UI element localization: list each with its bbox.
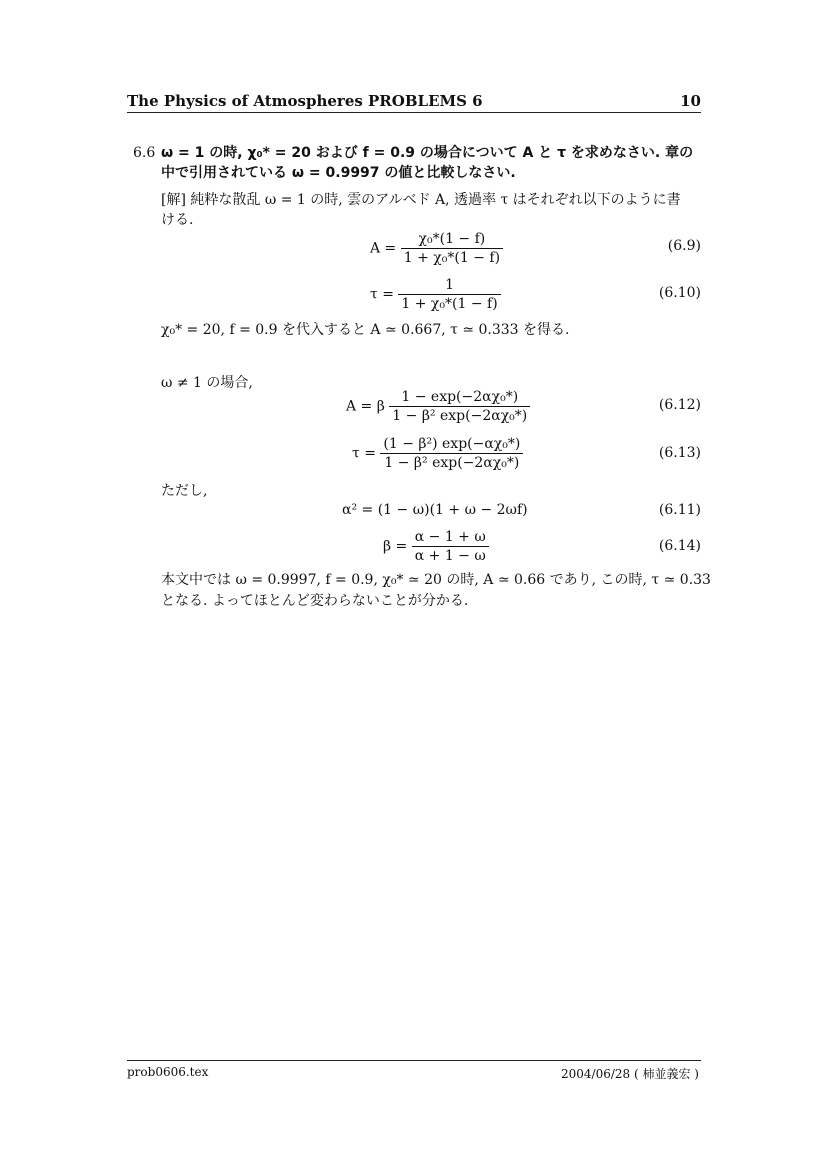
equation-6-11: α² = (1 − ω)(1 + ω − 2ωf) (342, 502, 528, 518)
eq2-numerator: 1 (398, 276, 500, 295)
eq4-number: (6.13) (658, 445, 701, 461)
header-rule (127, 112, 701, 113)
problem-line-1: ω = 1 の時, χ₀* = 20 および f = 0.9 の場合について A と τ を求めなさい. 章の (161, 145, 694, 161)
eq6-lhs: β = (383, 538, 408, 555)
eq5-number: (6.11) (658, 502, 701, 518)
header-page-number: 10 (680, 92, 701, 110)
eq6-numerator: α − 1 + ω (412, 528, 489, 547)
equation-6-9 (370, 230, 503, 267)
footer-date-author: 2004/06/28 ( 柿並義宏 ) (561, 1067, 699, 1081)
eq3-denominator: 1 − β² exp(−2αχ₀*) (392, 408, 528, 424)
eq3-lhs: A = β (346, 398, 385, 415)
footer-filename: prob0606.tex (127, 1065, 209, 1079)
eq3-numerator: 1 − exp(−2αχ₀*) (389, 388, 530, 407)
eq3-number: (6.12) (658, 397, 701, 413)
problem-number: 6.6 (133, 145, 156, 161)
eq1-numerator: χ₀*(1 − f) (401, 230, 503, 249)
conclusion-line-2: となる. よってほとんど変わらないことが分かる. (161, 593, 469, 609)
eq4-numerator: (1 − β²) exp(−αχ₀*) (380, 435, 523, 454)
eq6-number: (6.14) (658, 538, 701, 554)
eq4-denominator: 1 − β² exp(−2αχ₀*) (384, 455, 520, 471)
eq6-denominator: α + 1 − ω (414, 548, 486, 564)
footer-rule (127, 1060, 701, 1061)
answer-intro-2: ける. (161, 212, 194, 228)
eq2-number: (6.10) (658, 285, 701, 301)
conclusion-line-1: 本文中では ω = 0.9997, f = 0.9, χ₀* ≃ 20 の時, A ≃ 0.66 であり, この時, τ ≃ 0.33 (161, 572, 711, 588)
header-title: The Physics of Atmospheres PROBLEMS 6 (127, 92, 483, 110)
eq2-denominator: 1 + χ₀*(1 − f) (401, 296, 498, 312)
answer-intro-1: [解] 純粋な散乱 ω = 1 の時, 雲のアルベド A, 透過率 τ はそれぞれ以下のように書 (161, 192, 681, 208)
equation-6-12 (346, 388, 530, 425)
result-line: χ₀* = 20, f = 0.9 を代入すると A ≃ 0.667, τ ≃ 0.333 を得る. (161, 322, 570, 338)
eq1-number: (6.9) (667, 238, 701, 254)
page-header (127, 92, 701, 112)
tadashi-label: ただし, (161, 483, 208, 499)
case-omega-not-one: ω ≠ 1 の場合, (161, 375, 253, 391)
eq1-denominator: 1 + χ₀*(1 − f) (403, 250, 501, 266)
equation-6-13 (352, 435, 523, 472)
eq4-lhs: τ = (352, 445, 376, 462)
equation-6-10 (370, 276, 501, 313)
eq2-lhs: τ = (370, 286, 394, 303)
equation-6-14 (383, 528, 489, 565)
problem-line-2: 中で引用されている ω = 0.9997 の値と比較しなさい. (161, 165, 516, 181)
eq1-lhs: A = (370, 240, 397, 257)
